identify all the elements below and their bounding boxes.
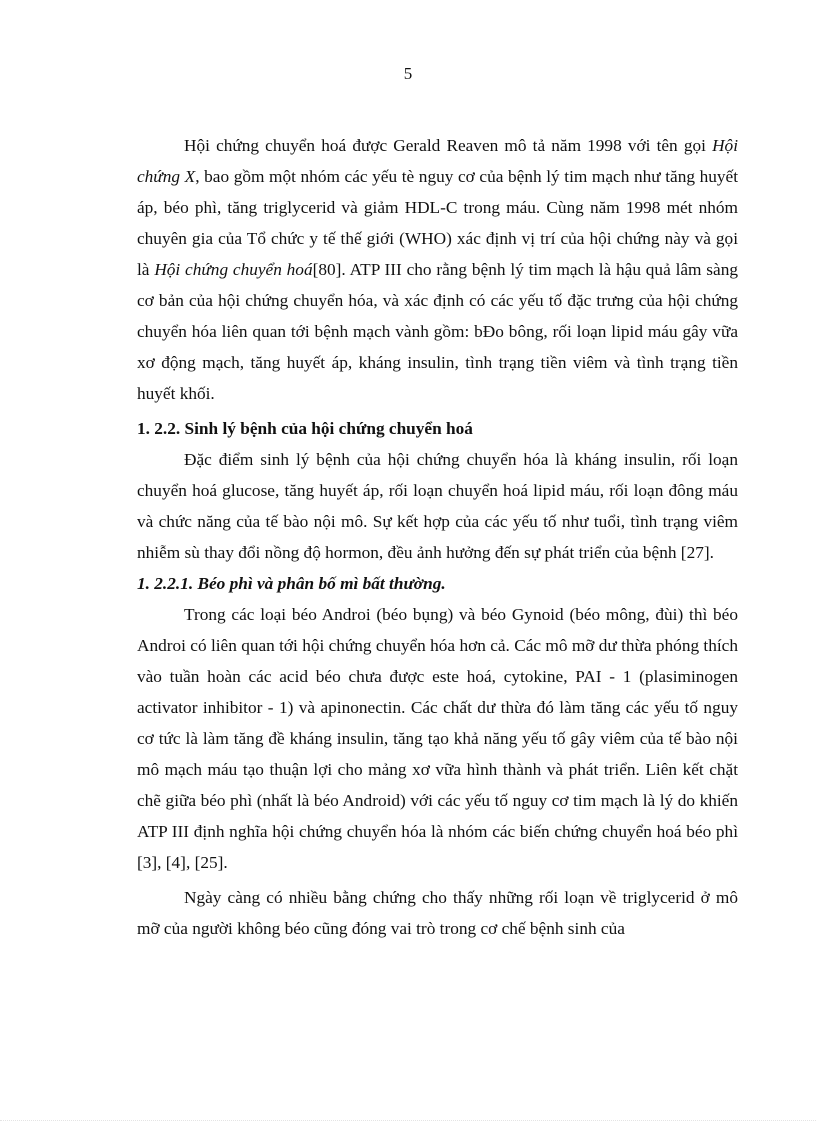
page-body [137, 130, 738, 944]
text-run: Đặc điểm sinh lý bệnh của hội chứng chuyển hóa là kháng insulin, rối loạn chuyển hoá glucose, tăng huyết áp, rối loạn chuyển hoá lipid máu, rối loạn đông máu và chức năng của tế bào nội mô. Sự kết hợp của các yếu tố như tuổi, tình trạng viêm nhiễm sù thay đổi nồng độ hormon, đều ảnh hưởng đến sự phát triển của bệnh [27]. [137, 450, 738, 562]
text-run: [80]. ATP III cho rằng bệnh lý tim mạch là hậu quả lâm sàng cơ bản của hội chứng chuyển hóa, và xác định có các yếu tố đặc trưng của hội chứng chuyển hóa liên quan tới bệnh mạch vành gồm: bĐo bông, rối loạn lipid máu gây vữa xơ động mạch, tăng huyết áp, kháng insulin, tình trạng tiền viêm và tình trạng tiền huyết khối. [137, 260, 738, 403]
text-run: , bao gồm một nhóm các yếu tè nguy cơ của bệnh lý tim mạch như tăng huyết áp, béo phì, tăng triglycerid và giảm HDL-C trong máu. Cùng năm 1998 mét nhóm chuyên gia của Tổ chức y tế thế giới (WHO) xác định vị trí của hội chứng này và gọi là [137, 167, 738, 279]
obesity-paragraph [137, 599, 738, 878]
text-run: Ngày càng có nhiều bằng chứng cho thấy những rối loạn về triglycerid ở mô mỡ của người không béo cũng đóng vai trò trong cơ chế bệnh sinh của [137, 888, 738, 938]
italic-term-metabolic-syndrome: Hội chứng chuyển hoá [154, 260, 313, 279]
page-bottom-divider [0, 1120, 816, 1121]
intro-paragraph [137, 130, 738, 409]
section-heading-1-2-2-1: 1. 2.2.1. Béo phì và phân bố mì bất thường. [137, 574, 446, 593]
triglyceride-paragraph [137, 882, 738, 944]
text-run: Hội chứng chuyển hoá được Gerald Reaven mô tả năm 1998 với tên gọi [184, 136, 713, 155]
text-run: Trong các loại béo Androi (béo bụng) và béo Gynoid (béo mông, đùi) thì béo Androi có liên quan tới hội chứng chuyển hóa hơn cả. Các mô mỡ dư thừa phóng thích vào tuần hoàn các acid béo chưa được este hoá, cytokine, PAI - 1 (plasiminogen activator inhibitor - 1) và apinonectin. Các chất dư thừa đó làm tăng các yếu tố nguy cơ tức là làm tăng đề kháng insulin, tăng tạo khả năng yếu tố gây viêm của tế bào nội mô mạch máu tạo thuận lợi cho mảng xơ vữa hình thành và phát triển. Liên kết chặt chẽ giữa béo phì (nhất là béo Android) với các yếu tố nguy cơ tim mạch là lý do khiến ATP III định nghĩa hội chứng chuyển hóa là nhóm các biến chứng chuyển hoá béo phì [3], [4], [25]. [137, 605, 738, 872]
section-heading-1-2-2: 1. 2.2. Sinh lý bệnh của hội chứng chuyển hoá [137, 419, 473, 438]
italic-term-syndrome-x: Hội chứng X [137, 136, 738, 186]
page-number: 5 [403, 64, 413, 83]
pathophysiology-paragraph [137, 444, 738, 568]
